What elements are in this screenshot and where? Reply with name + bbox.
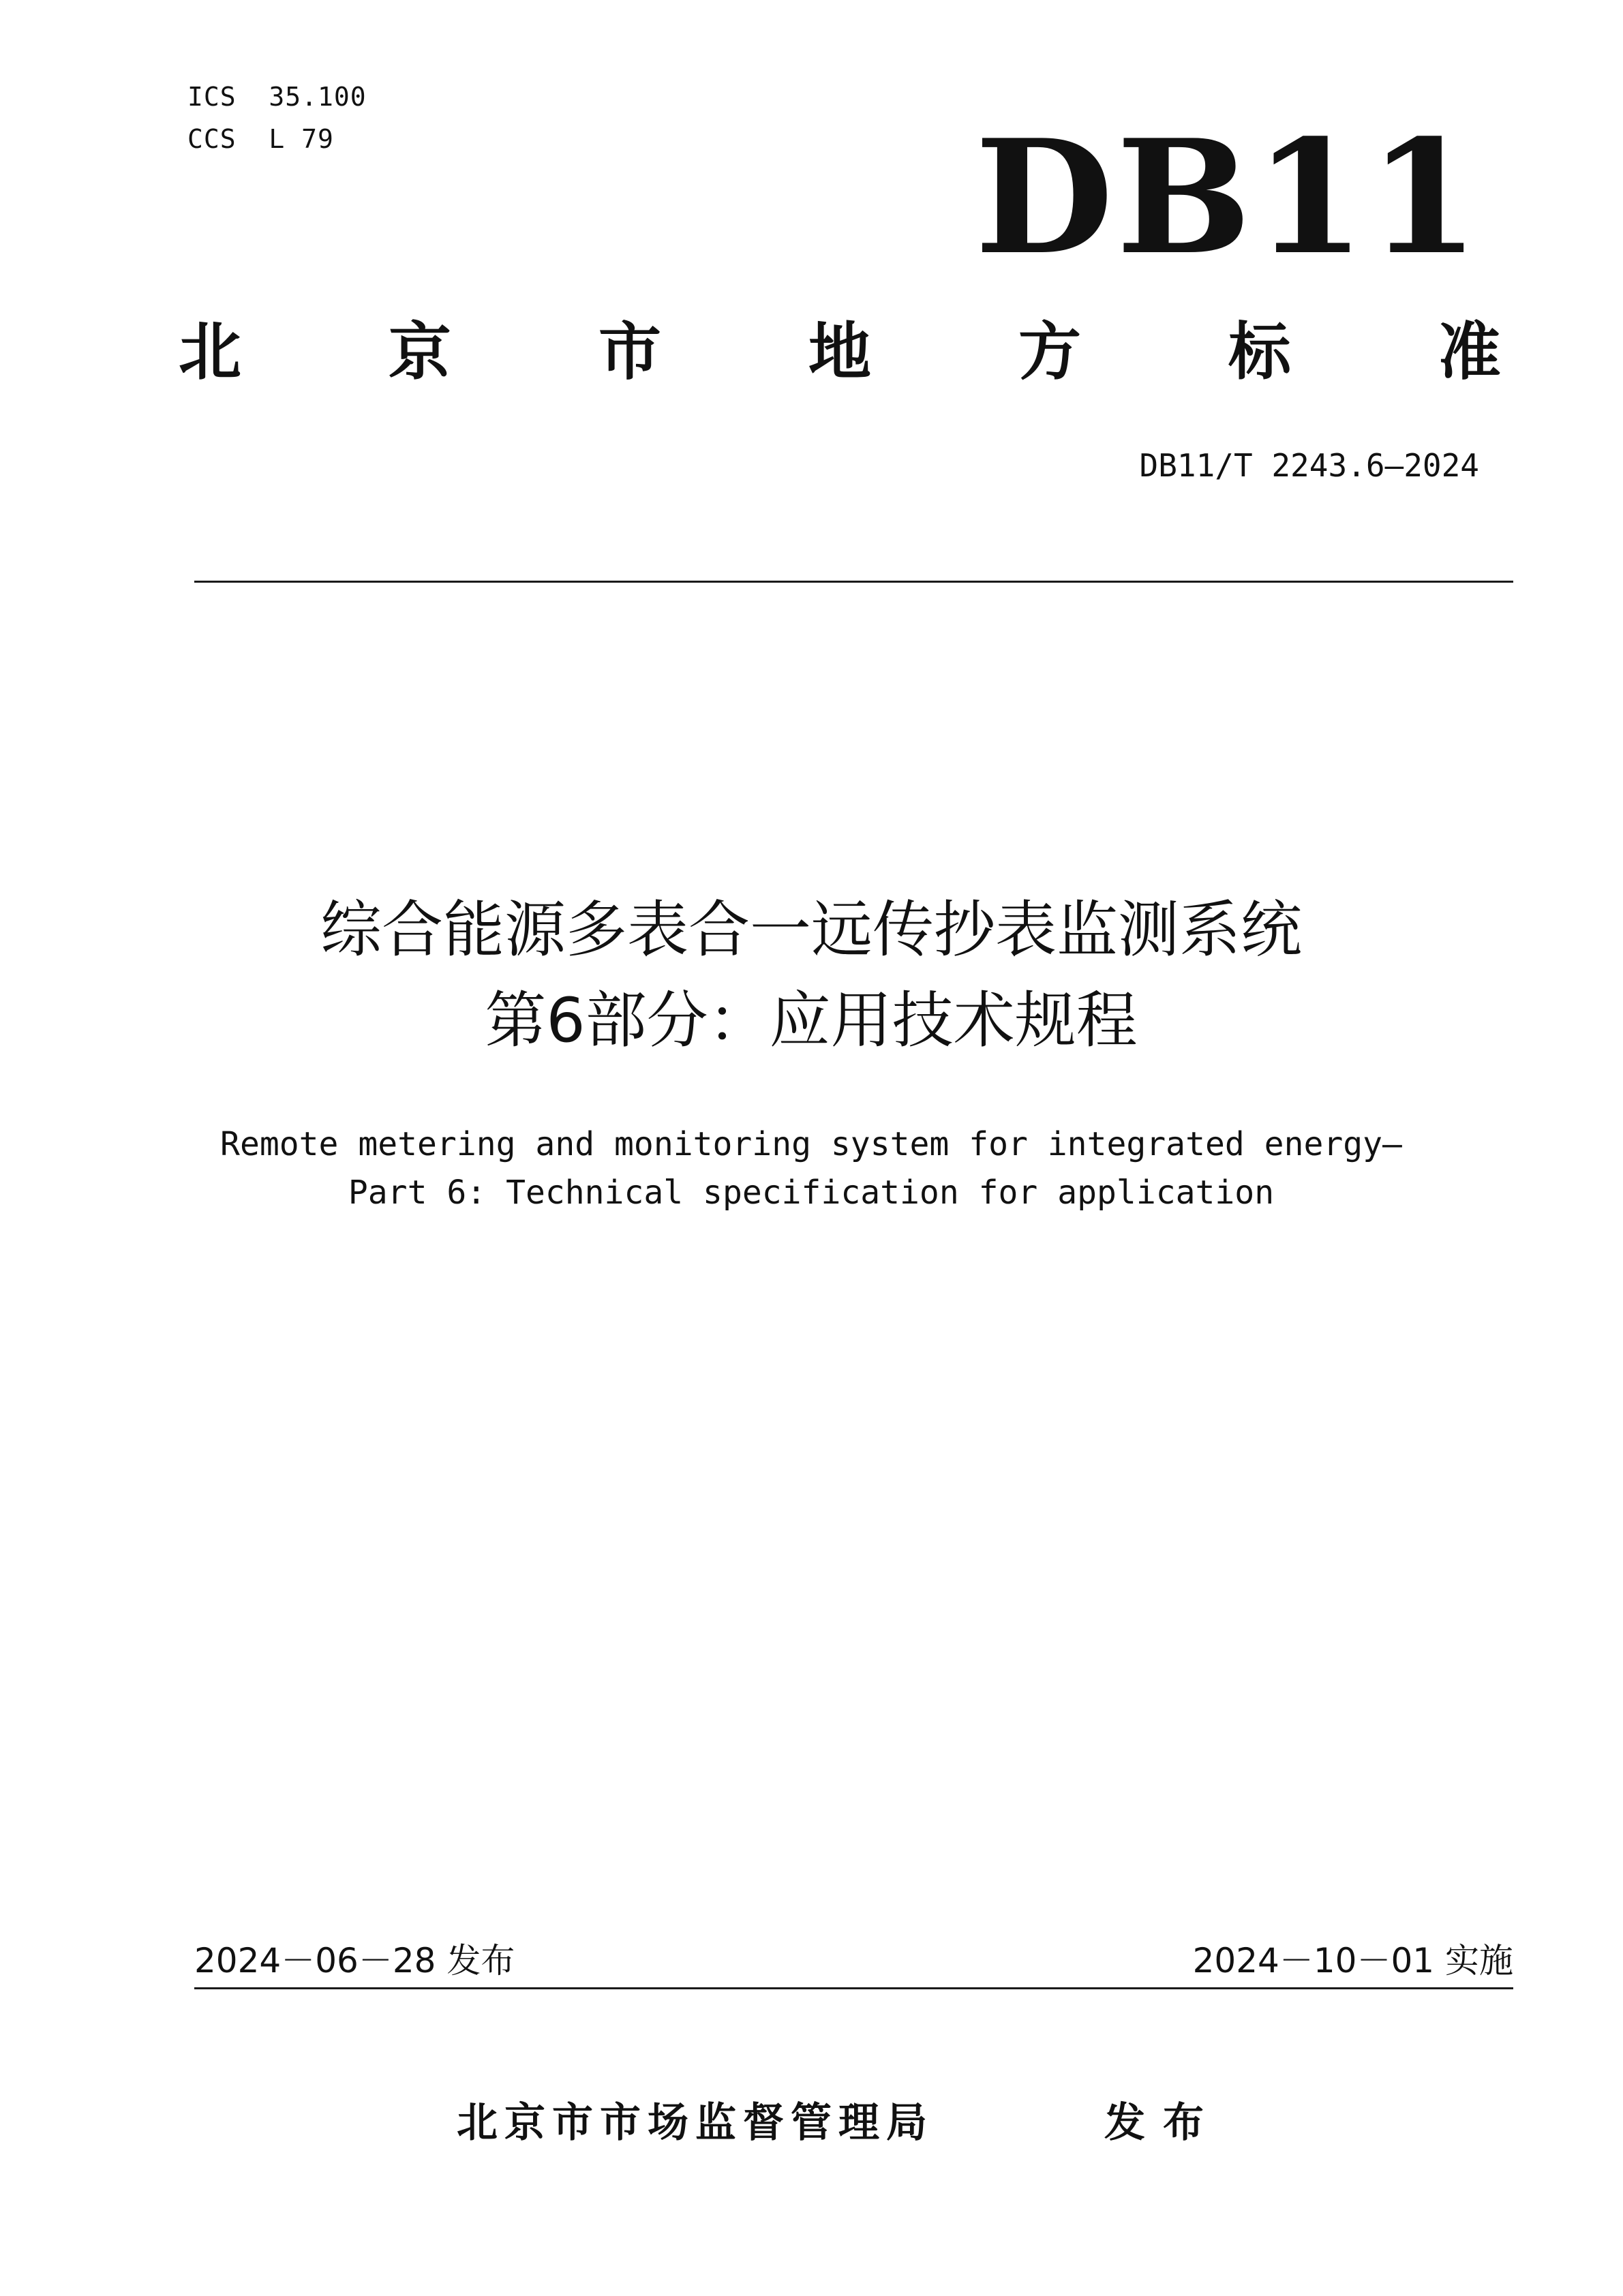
- ics-code: ICS 35.100: [187, 82, 367, 112]
- publish-label: 发布: [1104, 2099, 1222, 2147]
- db11-logo: DB11: [975, 106, 1483, 290]
- standard-type-char: 地: [808, 316, 871, 388]
- top-divider: [194, 581, 1513, 583]
- title-chinese-line-2: 第6部分：应用技术规程: [485, 985, 1138, 1056]
- ccs-code: CCS L 79: [187, 124, 334, 154]
- title-chinese-line-1: 综合能源多表合一远传抄表监测系统: [320, 894, 1302, 966]
- standard-number: DB11/T 2243.6—2024: [1139, 447, 1479, 484]
- publisher-name: 北京市市场监督管理局: [457, 2099, 934, 2147]
- standard-type-char: 标: [1228, 316, 1291, 388]
- standard-type-char: 准: [1438, 316, 1501, 388]
- standard-type-heading: [179, 315, 1501, 390]
- standard-type-char: 方: [1018, 316, 1081, 388]
- bottom-divider: [194, 1987, 1513, 1989]
- issue-date: 2024－06－28 发布: [194, 1941, 515, 1980]
- standard-type-char: 京: [388, 316, 451, 388]
- title-english-line-1: Remote metering and monitoring system for integrated energy—: [220, 1125, 1402, 1163]
- title-english-line-2: Part 6: Technical specification for application: [348, 1174, 1275, 1212]
- implementation-date: 2024－10－01 实施: [1192, 1941, 1513, 1980]
- standard-type-char: 北: [179, 316, 242, 388]
- standard-type-char: 市: [598, 316, 661, 388]
